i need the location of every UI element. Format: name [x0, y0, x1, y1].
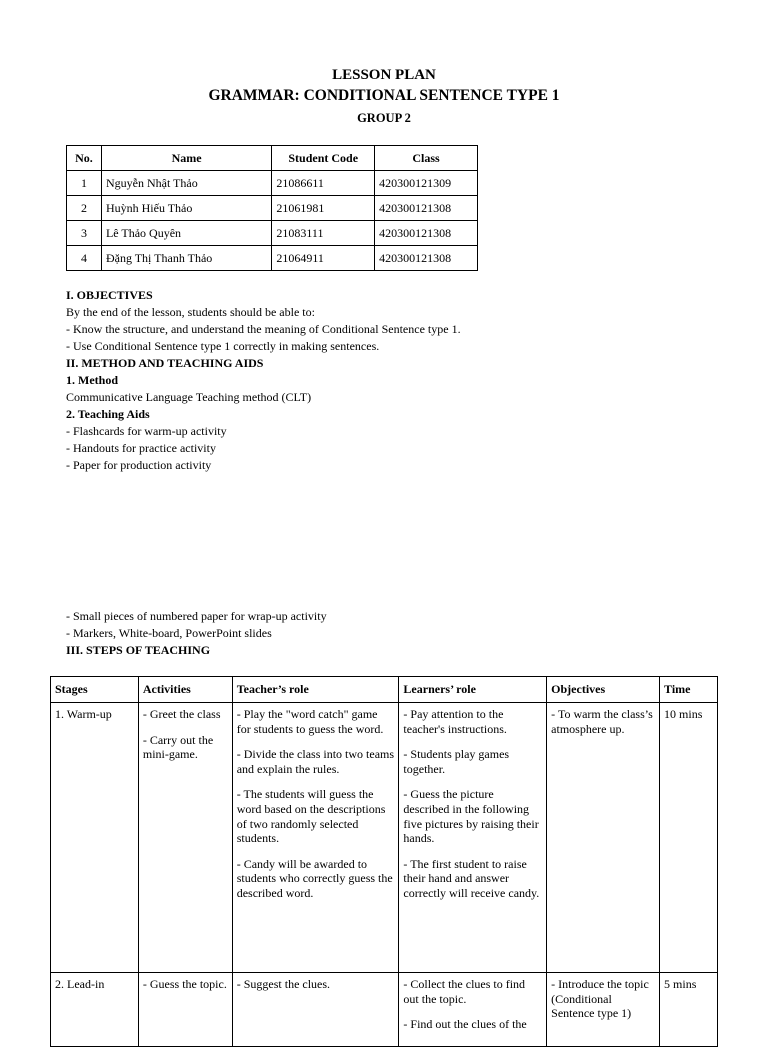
teacher-role-item: - The students will guess the word based on the descriptions of two randomly selected students. [236, 787, 386, 846]
teacher-role-item: - Candy will be awarded to students who correctly guess the described word. [236, 856, 393, 900]
document-subtitle: GRAMMAR: CONDITIONAL SENTENCE TYPE 1 [208, 87, 560, 104]
aid-item: - Paper for production activity [66, 458, 212, 472]
document-title: LESSON PLAN [332, 67, 436, 83]
objective-text: - Introduce the topic (Conditional Sentence type 1) [551, 977, 649, 1021]
steps-header-stages: Stages [51, 677, 139, 703]
learners-role-item: - Guess the picture described in the following five pictures by raising their hands. [403, 787, 539, 846]
activity-item: - Greet the class [142, 707, 221, 721]
teacher-role-cell [232, 973, 399, 1047]
member-no: 4 [67, 246, 102, 271]
members-header-row [67, 146, 478, 171]
member-name: Lê Thảo Quyên [101, 221, 271, 246]
members-header-name: Name [101, 146, 271, 171]
teacher-role-item: - Suggest the clues. [236, 977, 331, 991]
member-code: 21064911 [272, 246, 375, 271]
steps-heading: III. STEPS OF TEACHING [66, 643, 211, 657]
teacher-role-cell [232, 703, 399, 973]
member-code: 21061981 [272, 196, 375, 221]
member-code: 21086611 [272, 171, 375, 196]
objectives-cell [547, 703, 660, 973]
activities-cell [138, 703, 232, 973]
member-name: Đặng Thị Thanh Thảo [101, 246, 271, 271]
table-row [67, 171, 478, 196]
aid-item: - Markers, White-board, PowerPoint slides [66, 626, 272, 640]
learners-role-cell [399, 703, 547, 973]
steps-table [50, 676, 718, 1047]
method-heading: 1. Method [66, 373, 118, 387]
steps-header-activities: Activities [138, 677, 232, 703]
table-row [67, 246, 478, 271]
stage-cell: 1. Warm-up [51, 703, 139, 973]
document-header [0, 66, 768, 127]
method-section-heading: II. METHOD AND TEACHING AIDS [66, 356, 264, 370]
objective-item: - Use Conditional Sentence type 1 correctly in making sentences. [66, 339, 380, 353]
aid-item: - Small pieces of numbered paper for wrap-up activity [66, 609, 327, 623]
members-header-class: Class [375, 146, 478, 171]
learners-role-item: - Pay attention to the teacher's instructions. [403, 707, 507, 736]
table-row [51, 973, 718, 1047]
objectives-and-aids-section [66, 287, 726, 474]
objectives-intro: By the end of the lesson, students should be able to: [66, 305, 315, 319]
steps-header-learners: Learners’ role [399, 677, 547, 703]
table-row [67, 221, 478, 246]
method-text: Communicative Language Teaching method (CLT) [66, 390, 312, 404]
members-table [66, 145, 478, 271]
activity-item: - Guess the topic. [142, 977, 227, 991]
aid-item: - Handouts for practice activity [66, 441, 216, 455]
teacher-role-item: - Play the "word catch" game for students to guess the word. [236, 707, 384, 736]
objective-text: - To warm the class’s atmosphere up. [551, 707, 653, 736]
teacher-role-item: - Divide the class into two teams and explain the rules. [236, 747, 395, 776]
aids-heading: 2. Teaching Aids [66, 407, 150, 421]
steps-header-objectives: Objectives [547, 677, 660, 703]
member-name: Nguyễn Nhật Thảo [101, 171, 271, 196]
member-no: 1 [67, 171, 102, 196]
member-class: 420300121308 [375, 221, 478, 246]
steps-header-row [51, 677, 718, 703]
members-header-no: No. [67, 146, 102, 171]
member-class: 420300121308 [375, 196, 478, 221]
objectives-heading: I. OBJECTIVES [66, 288, 153, 302]
time-cell: 5 mins [660, 973, 718, 1047]
objective-item: - Know the structure, and understand the meaning of Conditional Sentence type 1. [66, 322, 461, 336]
time-cell: 10 mins [660, 703, 718, 973]
learners-role-item: - The first student to raise their hand and answer correctly will receive candy. [403, 856, 540, 900]
table-row [51, 703, 718, 973]
member-class: 420300121309 [375, 171, 478, 196]
member-no: 2 [67, 196, 102, 221]
learners-role-item: - Collect the clues to find out the topic. [403, 977, 526, 1006]
objectives-cell [547, 973, 660, 1047]
members-header-code: Student Code [272, 146, 375, 171]
aids-continued-section [66, 608, 726, 659]
steps-header-teacher: Teacher’s role [232, 677, 399, 703]
stage-cell: 2. Lead-in [51, 973, 139, 1047]
activities-cell [138, 973, 232, 1047]
aid-item: - Flashcards for warm-up activity [66, 424, 227, 438]
member-code: 21083111 [272, 221, 375, 246]
table-row [67, 196, 478, 221]
member-no: 3 [67, 221, 102, 246]
learners-role-cell [399, 973, 547, 1047]
learners-role-item: - Students play games together. [403, 747, 510, 776]
member-name: Huỳnh Hiếu Thảo [101, 196, 271, 221]
group-label: GROUP 2 [357, 111, 411, 125]
learners-role-item: - Find out the clues of the [403, 1017, 527, 1032]
activity-item: - Carry out the mini-game. [142, 732, 214, 762]
steps-header-time: Time [660, 677, 718, 703]
member-class: 420300121308 [375, 246, 478, 271]
